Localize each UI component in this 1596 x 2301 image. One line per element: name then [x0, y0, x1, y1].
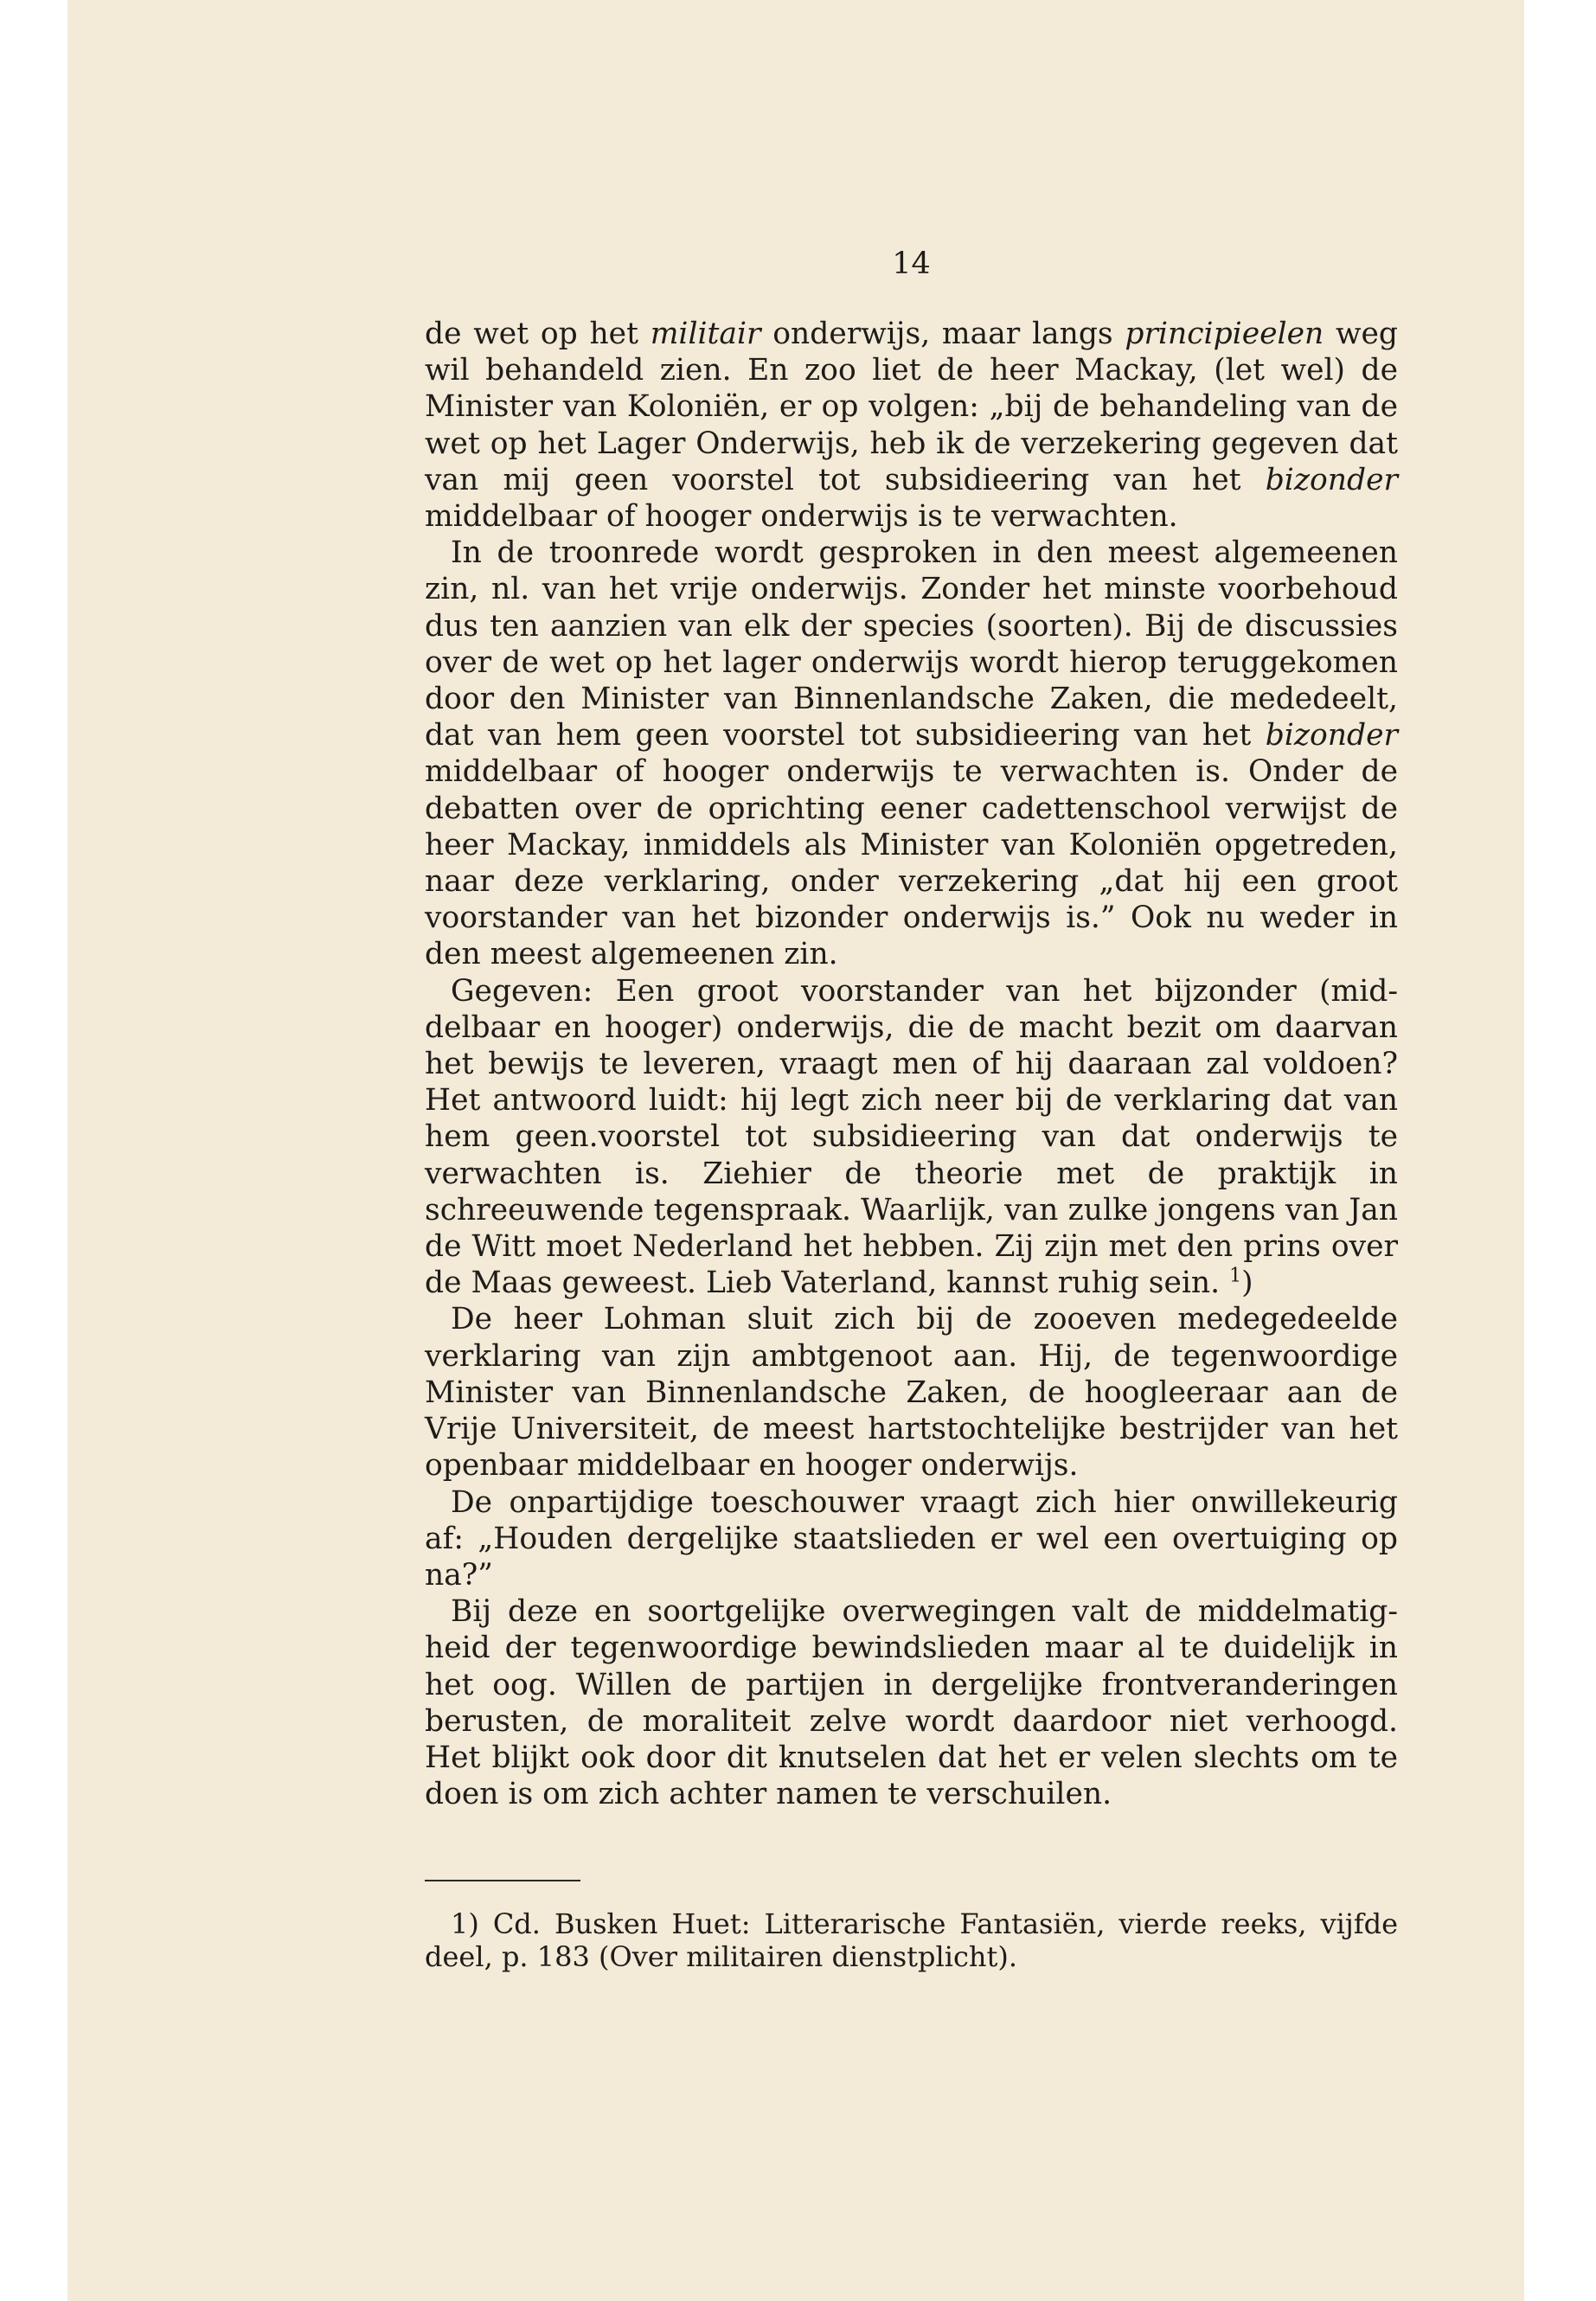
paragraph — [425, 1301, 1398, 1484]
footnote-divider — [425, 1880, 580, 1881]
body-text — [425, 316, 1398, 1812]
text-run: ) — [1241, 1266, 1253, 1301]
italic-text: militair — [650, 317, 761, 351]
paragraph — [425, 1484, 1398, 1594]
text-run: Bij deze en soortgelijke overwegingen valt de middelmatigheid der tegenwoordige bewindslieden maar al te duidelijk in het oog. Willen de partijen in dergelijke frontveranderingen berusten, de moraliteit zelve wordt daardoor niet verhoogd. Het blijkt ook door dit knutselen dat het er velen slechts om te doen is om zich achter namen te verschuilen. — [425, 1594, 1398, 1812]
page-content — [425, 247, 1398, 1973]
paragraph — [425, 535, 1398, 972]
text-run: In de troonrede wordt gesproken in den meest algemeenen zin, nl. van het vrije onderwijs. Zonder het minste voorbehoud dus ten aanzien van elk der species (soorten). Bij de discussies over de wet op het lager onderwijs wordt hierop teruggekomen door den Minister van Binnenlandsche Zaken, die mededeelt, dat van hem geen voorstel tot subsidieering van het — [425, 535, 1398, 753]
text-run: de wet op het — [425, 317, 651, 351]
paragraph — [425, 316, 1398, 535]
text-run: middelbaar of hooger onderwijs is te verwachten. — [425, 499, 1178, 535]
paragraph — [425, 1593, 1398, 1812]
italic-text: bizonder — [1265, 718, 1398, 753]
italic-text: bizonder — [1265, 462, 1398, 497]
text-run: Gegeven: Een groot voorstander van het bijzonder (middelbaar en hooger) onderwijs, die de macht bezit om daarvan het bewijs te leveren, vraagt men of hij daaraan zal voldoen? Het antwoord luidt: hij legt zich neer bij de verklaring dat van hem geen.voorstel tot subsidieering van dat onderwijs te verwachten is. Ziehier de theorie met de praktijk in schreeuwende tegenspraak. Waarlijk, van zulke jongens van Jan de Witt moet Nederland het hebben. Zij zijn met den prins over de Maas geweest. Lieb Vaterland, kannst ruhig sein. — [425, 973, 1398, 1301]
text-run: middelbaar of hooger onderwijs te verwachten is. Onder de debatten over de oprichting eener cadettenschool verwijst de heer Mackay, inmiddels als Minister van Koloniën opgetreden, naar deze verklaring, onder verzekering „dat hij een groot voorstander van het bizonder onderwijs is.” Ook nu weder in den meest algemeenen zin. — [425, 754, 1398, 972]
italic-text: principieelen — [1125, 317, 1324, 351]
footnote: 1) Cd. Busken Huet: Litterarische Fantasiën, vierde reeks, vijfde deel, p. 183 (Over militairen dienstplicht). — [425, 1907, 1398, 1974]
text-run: De heer Lohman sluit zich bij de zooeven medegedeelde verklaring van zijn ambtgenoot aan. Hij, de tegenwoordige Minister van Binnenlandsche Zaken, de hoogleeraar aan de Vrije Universiteit, de meest hartstochtelijke bestrijder van het openbaar middelbaar en hooger onderwijs. — [425, 1302, 1398, 1484]
text-run: De onpartijdige toeschouwer vraagt zich hier onwillekeurig af: „Houden dergelijke staatslieden er wel een overtuiging op na?” — [425, 1484, 1398, 1593]
footnote-marker: 1 — [1229, 1265, 1242, 1287]
page-number: 14 — [892, 247, 931, 281]
scanned-page — [67, 0, 1524, 2301]
text-run: onderwijs, maar langs — [760, 317, 1125, 351]
paragraph — [425, 973, 1398, 1302]
text-run: weg wil behandeld zien. En zoo liet de heer Mackay, (let wel) de Minister van Koloniën, er op volgen: „bij de behandeling van de wet op het Lager Onderwijs, heb ik de verzekering gegeven dat van mij geen voorstel tot subsidieering van het — [425, 317, 1398, 497]
